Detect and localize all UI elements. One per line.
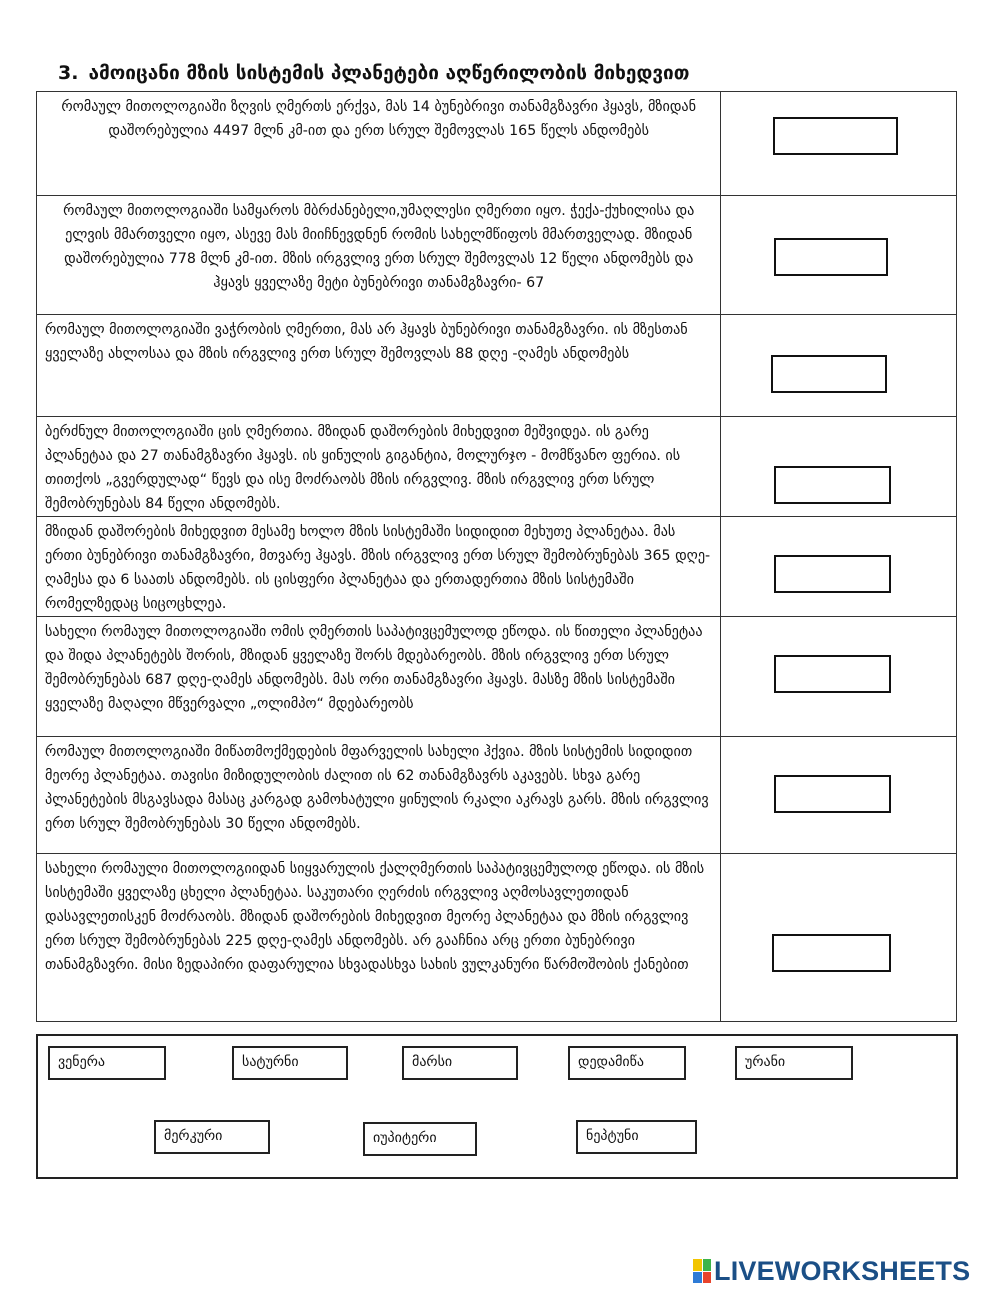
answer-cell (721, 517, 957, 617)
table-row (37, 196, 957, 315)
description-cell: ბერძნულ მითოლოგიაში ცის ღმერთია. მზიდან დაშორების მიხედვით მეშვიდეა. ის გარე პლანეტაა და 27 თანამგზავრი ჰყავს. ის ყინულის გიგანტია, მოლურჯო - მომწვანო ფერია. ის თითქოს „გვერდულად“ წევს და ისე მოძრაობს მზის ირგვლივ. მზის ირგვლივ ერთ სრულ შემობრუნებას 84 წელი ანდომებს. (37, 417, 721, 517)
planets-table (36, 91, 957, 1022)
word-chip-venus[interactable]: ვენერა (48, 1046, 166, 1080)
answer-box-3[interactable] (771, 355, 887, 393)
worksheet-title (58, 62, 689, 84)
answer-box-4[interactable] (774, 466, 891, 504)
word-chip-mars[interactable]: მარსი (402, 1046, 518, 1080)
answer-cell (721, 617, 957, 737)
word-chip-saturn[interactable]: სატურნი (232, 1046, 348, 1080)
word-chip-neptune[interactable]: ნეპტუნი (576, 1120, 697, 1154)
exercise-number: 3. (58, 62, 79, 84)
description-cell: რომაულ მითოლოგიაში მიწათმოქმედების მფარველის სახელი ჰქვია. მზის სისტემის სიდიდით მეორე პლანეტაა. თავისი მიზიდულობის ძალით ის 62 თანამგზავრს აკავებს. სხვა გარე პლანეტების მსგავსადა მასაც კარგად გამოხატული ყინულის რკალი აკრავს გარს. მზის ირგვლივ ერთ სრულ შემობრუნებას 30 წელი ანდომებს. (37, 737, 721, 854)
liveworksheets-logo-icon (693, 1259, 711, 1283)
table-row (37, 417, 957, 517)
description-cell: რომაულ მითოლოგიაში ვაჭრობის ღმერთი, მას არ ჰყავს ბუნებრივი თანამგზავრი. ის მზესთან ყველაზე ახლოსაა და მზის ირგვლივ ერთ სრულ შემოვლას 88 დღე -ღამეს ანდომებს (37, 315, 721, 417)
description-cell: რომაულ მითოლოგიაში ზღვის ღმერთს ერქვა, მას 14 ბუნებრივი თანამგზავრი ჰყავს, მზიდან დაშორებულია 4497 მლნ კმ-ით და ერთ სრულ შემოვლას 165 წელს ანდომებს (37, 92, 721, 196)
liveworksheets-logo (693, 1256, 970, 1286)
answer-cell (721, 854, 957, 1022)
word-chip-jupiter[interactable]: იუპიტერი (363, 1122, 477, 1156)
word-chip-earth[interactable]: დედამიწა (568, 1046, 686, 1080)
table-row (37, 854, 957, 1022)
answer-box-8[interactable] (772, 934, 891, 972)
answer-box-7[interactable] (774, 775, 891, 813)
answer-cell (721, 92, 957, 196)
table-row (37, 315, 957, 417)
answer-box-5[interactable] (774, 555, 891, 593)
exercise-title: ამოიცანი მზის სისტემის პლანეტები აღწერილობის მიხედვით (88, 62, 690, 84)
word-chip-mercury[interactable]: მერკური (154, 1120, 270, 1154)
word-bank (36, 1034, 958, 1179)
table-row (37, 617, 957, 737)
table-row (37, 737, 957, 854)
word-chip-uranus[interactable]: ურანი (735, 1046, 853, 1080)
description-cell: რომაულ მითოლოგიაში სამყაროს მბრძანებელი,უმაღლესი ღმერთი იყო. ჭექა-ქუხილისა და ელვის მმართველი იყო, ასევე მას მიიჩნევდნენ რომის სახელმწიფოს მმართველად. მზიდან დაშორებულია 778 მლნ კმ-ით. მზის ირგვლივ ერთ სრულ შემოვლას 12 წელი ანდომებს და ჰყავს ყველაზე მეტი ბუნებრივი თანამგზავრი- 67 (37, 196, 721, 315)
answer-cell (721, 737, 957, 854)
answer-box-1[interactable] (773, 117, 898, 155)
description-cell: მზიდან დაშორების მიხედვით მესამე ხოლო მზის სისტემაში სიდიდით მეხუთე პლანეტაა. მას ერთი ბუნებრივი თანამგზავრი, მთვარე ჰყავს. მზის ირგვლივ ერთ სრულ შემობრუნებას 365 დღე-ღამესა და 6 საათს ანდომებს. ის ცისფერი პლანეტაა და ერთადერთია მზის სისტემაში რომელზედაც სიცოცხლეა. (37, 517, 721, 617)
answer-box-2[interactable] (774, 238, 888, 276)
answer-cell (721, 196, 957, 315)
table-row (37, 517, 957, 617)
answer-cell (721, 417, 957, 517)
answer-cell (721, 315, 957, 417)
table-row (37, 92, 957, 196)
description-cell: სახელი რომაულ მითოლოგიაში ომის ღმერთის საპატივცემულოდ ეწოდა. ის წითელი პლანეტაა და შიდა პლანეტებს შორის, მზიდან ყველაზე შორს მდებარეობს. მზის ირგვლივ ერთ სრულ შემობრუნებას 687 დღე-ღამეს ანდომებს. მას ორი თანამგზავრი ჰყავს. მასზე მზის სისტემაში ყველაზე მაღალი მწვერვალი „ოლიმპო“ მდებარეობს (37, 617, 721, 737)
brand-name: LIVEWORKSHEETS (714, 1255, 971, 1286)
answer-box-6[interactable] (774, 655, 891, 693)
description-cell: სახელი რომაული მითოლოგიიდან სიყვარულის ქალღმერთის საპატივცემულოდ ეწოდა. ის მზის სისტემაში ყველაზე ცხელი პლანეტაა. საკუთარი ღერძის ირგვლივ აღმოსავლეთიდან დასავლეთისკენ მოძრაობს. მზიდან დაშორების მიხედვით მეორე პლანეტაა და მზის ირგვლივ ერთ სრულ შემობრუნებას 225 დღე-ღამეს ანდომებს. არ გააჩნია არც ერთი ბუნებრივი თანამგზავრი. მისი ზედაპირი დაფარულია სხვადასხვა სახის ვულკანური წარმოშობის ქანებით (37, 854, 721, 1022)
